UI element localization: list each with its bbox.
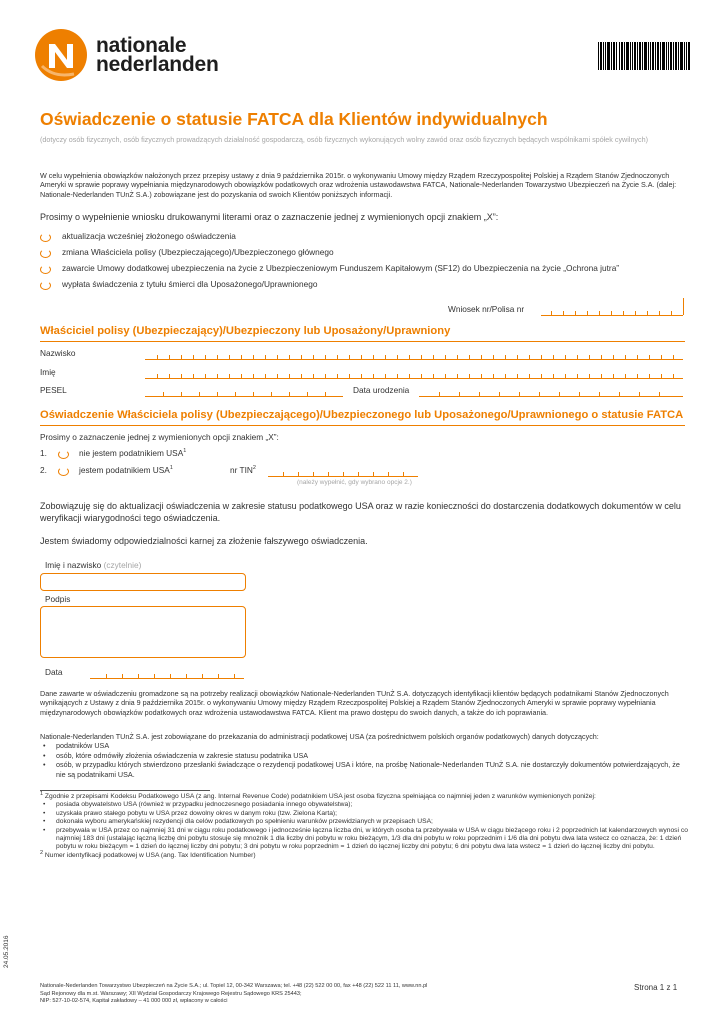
tin-field[interactable] (268, 467, 418, 477)
data-transfer-note (40, 732, 690, 779)
commitment-text: Zobowiązuję się do aktualizacji oświadczenia w zakresie statusu podatkowego USA oraz w razie konieczności do dostarczenia dodatkowych dokumentów w celu weryfikacji wiarygodności tego oświadczenia. (40, 501, 681, 523)
option-additional-contract-radio[interactable] (40, 265, 51, 274)
birth-date-field[interactable] (419, 387, 683, 397)
footnote-1: $^1$ Zgodnie z przepisami Kodeksu Podatkowego USA (z ang. Internal Revenue Code) podatnikiem USA jest osoba fizyczna spełniająca co najmniej jeden z warunków wymienionych poniżej: (40, 790, 596, 800)
us-taxpayer-label: jestem podatnikiem USA$^1$ (79, 465, 173, 475)
fatca-option2-number: 2. (40, 465, 47, 475)
company-footer (40, 983, 560, 1006)
document-version-date: 24.05.2016 (3, 935, 10, 968)
option-death-benefit-label: wypłata świadczenia z tytułu śmierci dla Uposażonego/Uprawnionego (62, 279, 318, 289)
section-owner-heading: Właściciel polisy (Ubezpieczający)/Ubezpieczony lub Uposażony/Uprawniony (40, 325, 451, 337)
fill-instruction: Prosimy o wypełnienie wniosku drukowanymi literami oraz o zaznaczenie jednej z wymienionych opcji znakiem „X”: (40, 212, 499, 222)
pesel-field[interactable] (145, 387, 343, 397)
intro-text: W celu wypełnienia obowiązków nałożonych przez przepisy ustawy z dnia 9 października 2015r. o wykonywaniu Umowy między Rządem Rzeczypospolitej Polskiej a Rządem Stanów Zjednoczonych Ameryki w sprawie poprawy wypełniania międzynarodowych obowiązków podatkowych oraz wdrożenia ustawodawstwa FATCA, Nationale-Nederlanden Towarzystwo Ubezpieczeń na Życie S.A. (dalej: Nationale-Nederlanden TUnŻ S.A.) zobowiązane jest do pozyskania od swoich Klientów poniższych informacji. (40, 171, 677, 199)
list-item: • uzyskała prawo stałego pobytu w USA przez dowolny okres w danym roku (tzw. Zielona Karta); (56, 810, 690, 818)
us-taxpayer-radio[interactable] (58, 467, 69, 476)
liability-text: Jestem świadomy odpowiedzialności karnej za złożenie fałszywego oświadczenia. (40, 536, 368, 546)
option-owner-change-label: zmiana Właściciela polisy (Ubezpieczającego)/Ubezpieczonego głównego (62, 247, 334, 257)
fatca-instruction: Prosimy o zaznaczenie jednej z wymienionych opcji znakiem „X”: (40, 432, 279, 442)
list-item: • dokonała wyboru amerykańskiej rezydencji dla celów podatkowych po spełnieniu warunków przewidzianych w przepisach USA; (56, 818, 690, 826)
tin-note: (należy wypełnić, gdy wybrano opcje 2.) (297, 479, 412, 486)
birth-date-label: Data urodzenia (353, 385, 410, 395)
date-label: Data (45, 667, 63, 677)
signature-box[interactable] (40, 606, 246, 658)
surname-label: Nazwisko (40, 348, 76, 358)
company-footer-line: Sąd Rejonowy dla m.st. Warszawy; XII Wydział Gospodarczy Krajowego Rejestru Sądowego KRS 25443; (40, 990, 302, 997)
not-us-taxpayer-label: nie jestem podatnikiem USA$^1$ (79, 448, 187, 458)
fatca-option1-number: 1. (40, 448, 47, 458)
pesel-label: PESEL (40, 385, 67, 395)
tin-label: nr TIN$^2$ (230, 465, 256, 475)
footnotes (40, 790, 690, 860)
first-name-field[interactable] (145, 369, 683, 379)
list-item: • osób, które odmówiły złożenia oświadczenia w zakresie statusu podatnika USA (56, 751, 690, 760)
brand-logo (34, 28, 244, 88)
surname-field[interactable] (145, 350, 683, 360)
option-death-benefit-radio[interactable] (40, 281, 51, 290)
page-number: Strona 1 z 1 (634, 983, 678, 992)
option-owner-change-radio[interactable] (40, 249, 51, 258)
option-additional-contract-label: zawarcie Umowy dodatkowej ubezpieczenia na życie z Ubezpieczeniowym Funduszem Kapitałowym (SF12) do Ubezpieczenia na życie „Ochrona jutra” (62, 263, 620, 273)
policy-number-label: Wniosek nr/Polisa nr (448, 304, 525, 314)
barcode-image (598, 42, 690, 70)
footnote-2: $^2$ Numer identyfikacji podatkowej w USA (ang. Tax Identification Number) (40, 849, 256, 859)
data-protection-note: Dane zawarte w oświadczeniu gromadzone są na potrzeby realizacji obowiązków Nationale-Nederlanden TUnŻ S.A. dotyczących identyfikacji klientów będących podatnikami Stanów Zjednoczonych wynikających z Ustawy z dnia 9 października 2015r. o wykonywaniu Umowy między Rządem Rzeczpospolitej Polskiej a Rządem Stanów Zjednoczonych Ameryki w sprawie poprawy wypełniania międzynarodowych obowiązków podatkowych oraz wdrożenia ustawodawstwa FATCA. Klient ma prawo dostępu do swoich danych, a także do ich poprawiania. (40, 689, 669, 717)
sign-date-field[interactable] (90, 669, 244, 679)
option-update-radio[interactable] (40, 233, 51, 242)
page-subtitle: (dotyczy osób fizycznych, osób fizycznych prowadzących działalność gospodarczą, osób fizycznych wykonujących wolny zawód oraz osób fizycznych będących wspólnikami spółek cywilnych) (40, 135, 649, 144)
list-item: • przebywała w USA przez co najmniej 31 dni w ciągu roku podatkowego i jednocześnie łączna liczba dni, w których osoba ta przebywała w USA w ciągu bieżącego roku i 2 poprzednich lat kalendarzowych wynosi co najmniej 183 dni (ustalając łączną liczbę dni pobytu stosuje się mnożnik 1 dla liczby dni pobytu w roku bieżącym, 1/3 dla dni pobytu w roku poprzednim i 1/6 dla dni pobytu dwa lata wstecz co oznacza, że: 1 dzień pobytu w roku bieżącym = 1 dzień do łącznej liczby dni pobytu; 3 dni pobytu w roku poprzednim = 1 dzień do łącznej liczby dni pobytu; 6 dni pobytu dwa lata wstecz = 1 dzień do łącznej liczby dni pobytu. (56, 827, 690, 852)
option-update-label: aktualizacja wcześniej złożonego oświadczenia (62, 231, 236, 241)
company-footer-line: Nationale-Nederlanden Towarzystwo Ubezpieczeń na Życie S.A.; ul. Topiel 12, 00-342 Warszawa; tel. +48 (22) 522 00 00, fax +48 (22) 522 11 11, www.nn.pl (40, 983, 428, 989)
first-name-label: Imię (40, 367, 56, 377)
page-title: Oświadczenie o statusie FATCA dla Klientów indywidualnych (40, 109, 548, 129)
company-footer-line: NIP: 527-10-02-574, Kapitał zakładowy – 41 000 000 zł, wpłacony w całości (40, 998, 228, 1004)
name-label: Imię i nazwisko (czytelnie) (45, 560, 142, 570)
list-item: • posiada obywatelstwo USA (również w przypadku jednoczesnego posiadania innego obywatelstwa); (56, 801, 690, 809)
section-owner-divider (40, 341, 685, 342)
signature-label: Podpis (45, 594, 71, 604)
list-item: • osób, w przypadku których stwierdzono przesłanki świadczące o rezydencji podatkowej USA i które, na prośbę Nationale-Nederlanden TUnŻ S.A. nie dostarczyły dokumentów potwierdzających, że nie są podatnikami USA. (56, 760, 690, 779)
section-fatca-heading: Oświadczenie Właściciela polisy (Ubezpieczającego)/Ubezpieczonego lub Uposażonego/Uprawnionego o statusie FATCA (40, 409, 684, 421)
brand-name-line2: nederlanden (96, 53, 219, 76)
section-fatca-divider (40, 425, 685, 426)
list-item: • podatników USA (56, 741, 690, 750)
nn-logo-icon (34, 28, 88, 82)
brand-name-line1: nationale (96, 34, 187, 57)
not-us-taxpayer-radio[interactable] (58, 450, 69, 459)
policy-number-field[interactable] (541, 306, 683, 316)
name-input[interactable] (40, 573, 246, 591)
data-transfer-intro: Nationale-Nederlanden TUnŻ S.A. jest zobowiązane do przekazania do administracji podatkowej USA (za pośrednictwem polskich organów podatkowych) danych dotyczących: (40, 732, 599, 741)
footnote-divider (40, 790, 210, 791)
